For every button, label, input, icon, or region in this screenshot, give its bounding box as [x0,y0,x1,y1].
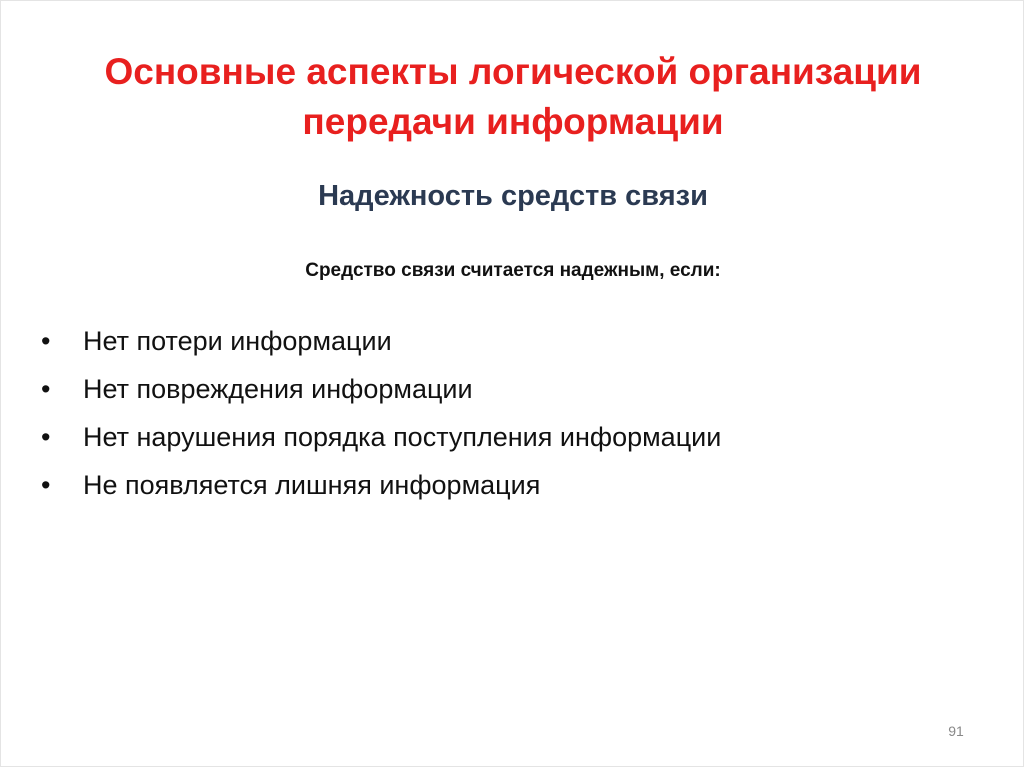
slide-title [1,47,1024,147]
bullet-icon: • [41,470,51,500]
slide-title-line-2: передачи информации [302,101,724,142]
bullet-text: Нет нарушения порядка поступления информации [83,422,722,452]
page-number: 91 [948,723,964,739]
bullet-list [41,326,941,518]
bullet-icon: • [41,326,51,356]
bullet-item [41,374,941,422]
bullet-text: Нет повреждения информации [83,374,473,404]
bullet-icon: • [41,374,51,404]
bullet-text: Не появляется лишняя информация [83,470,541,500]
lead-text: Средство связи считается надежным, если: [305,260,721,281]
bullet-text: Нет потери информации [83,326,392,356]
bullet-item [41,422,941,470]
slide-subtitle: Надежность средств связи [318,180,708,212]
bullet-icon: • [41,422,51,452]
slide-title-line-1: Основные аспекты логической организации [104,51,922,92]
bullet-item [41,470,941,518]
bullet-item [41,326,941,374]
